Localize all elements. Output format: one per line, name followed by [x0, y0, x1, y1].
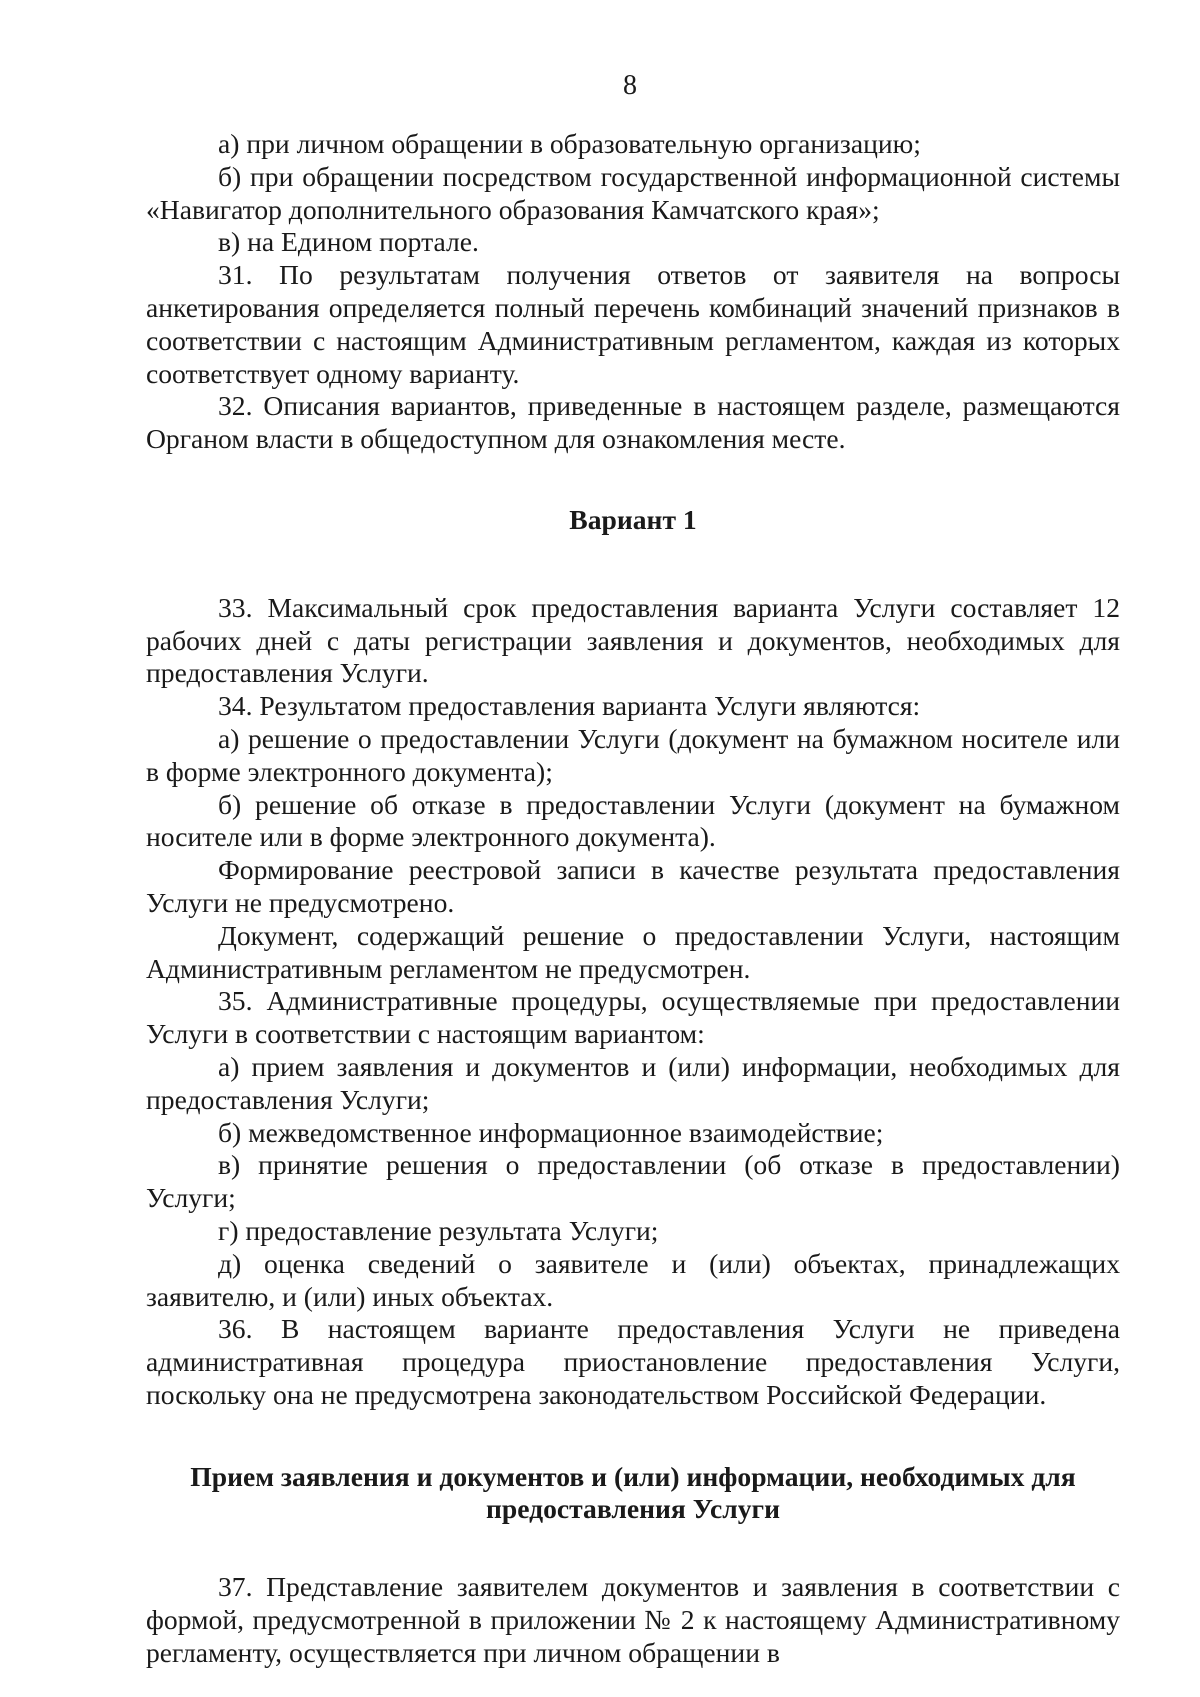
- paragraph-37: 37. Представление заявителем документов и заявления в соответствии с формой, предусмотренной в приложении № 2 к настоящему Административному регламенту, осуществляется при личном обращении в: [146, 1571, 1120, 1668]
- paragraph-34-b: б) решение об отказе в предоставлении Услуги (документ на бумажном носителе или в форме электронного документа).: [146, 788, 1120, 853]
- section-heading-line-2: предоставления Услуги: [486, 1493, 780, 1525]
- heading-variant-1: Вариант 1: [569, 503, 697, 535]
- paragraph-34-a: а) решение о предоставлении Услуги (документ на бумажном носителе или в форме электронного документа);: [146, 722, 1120, 787]
- paragraph-32: 32. Описания вариантов, приведенные в настоящем разделе, размещаются Органом власти в общедоступном для ознакомления месте.: [146, 390, 1120, 455]
- paragraph-33: 33. Максимальный срок предоставления варианта Услуги составляет 12 рабочих дней с даты регистрации заявления и документов, необходимых для предоставления Услуги.: [146, 591, 1120, 689]
- paragraph-31: 31. По результатам получения ответов от заявителя на вопросы анкетирования определяется полный перечень комбинаций значений признаков в соответствии с настоящим Административным регламентом, каждая из которых соответствует одному варианту.: [146, 259, 1120, 389]
- paragraph-36: 36. В настоящем варианте предоставления Услуги не приведена административная процедура приостановление предоставления Услуги, поскольку она не предусмотрена законодательством Российской Федерации.: [146, 1313, 1120, 1410]
- paragraph-34: 34. Результатом предоставления варианта Услуги являются:: [218, 690, 921, 722]
- paragraph-item-a: а) при личном обращении в образовательную организацию;: [218, 128, 921, 159]
- section-heading: [146, 1461, 1120, 1527]
- paragraph-35-d: д) оценка сведений о заявителе и (или) объектах, принадлежащих заявителю, и (или) иных объектах.: [146, 1247, 1120, 1312]
- paragraph-35-b: б) межведомственное информационное взаимодействие;: [218, 1116, 884, 1148]
- paragraph-35-a: а) прием заявления и документов и (или) информации, необходимых для предоставления Услуги;: [146, 1050, 1120, 1115]
- paragraph-decision-document: Документ, содержащий решение о предоставлении Услуги, настоящим Административным регламентом не предусмотрен.: [146, 919, 1120, 984]
- document-body: [146, 128, 1120, 1670]
- page-number: 8: [623, 70, 637, 101]
- paragraph-35-g: г) предоставление результата Услуги;: [218, 1214, 659, 1246]
- paragraph-registry-record: Формирование реестровой записи в качестве результата предоставления Услуги не предусмотрено.: [146, 854, 1120, 918]
- paragraph-35: 35. Административные процедуры, осуществляемые при предоставлении Услуги в соответствии с настоящим вариантом:: [146, 985, 1120, 1050]
- paragraph-item-v: в) на Едином портале.: [218, 226, 479, 258]
- paragraph-item-b: б) при обращении посредством государственной информационной системы «Навигатор дополнительного образования Камчатского края»;: [146, 160, 1120, 225]
- section-heading-line-1: Прием заявления и документов и (или) информации, необходимых для: [190, 1460, 1076, 1492]
- paragraph-35-v: в) принятие решения о предоставлении (об отказе в предоставлении) Услуги;: [146, 1149, 1120, 1214]
